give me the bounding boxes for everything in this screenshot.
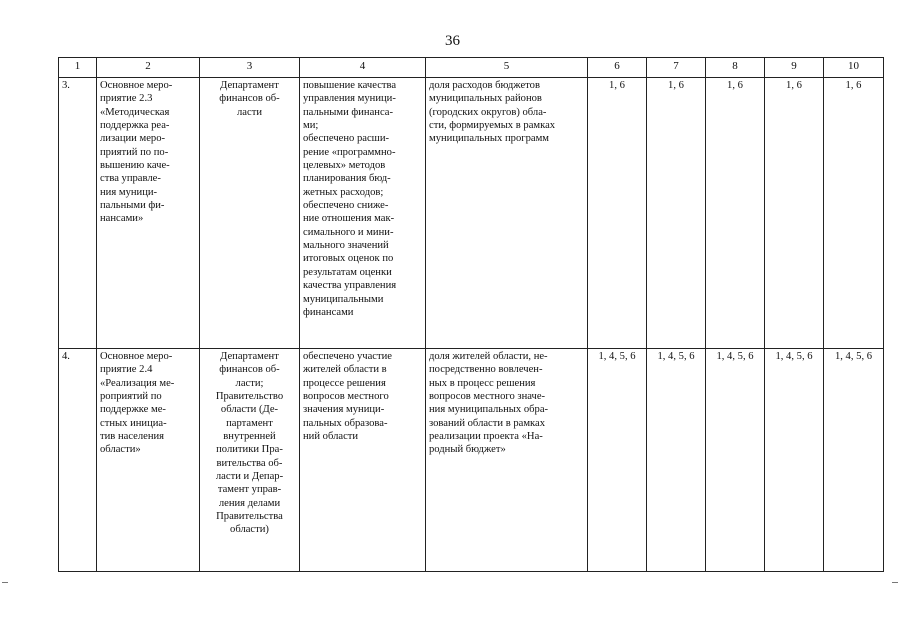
value-col-9: 1, 6 xyxy=(765,78,824,349)
header-cell-10: 10 xyxy=(824,58,884,78)
header-cell-1: 1 xyxy=(59,58,97,78)
value-col-10: 1, 6 xyxy=(824,78,884,349)
value-col-7: 1, 6 xyxy=(647,78,706,349)
value-col-10: 1, 4, 5, 6 xyxy=(824,349,884,572)
program-table xyxy=(58,57,884,572)
header-cell-8: 8 xyxy=(706,58,765,78)
event-name: Основное меро- приятие 2.3 «Методическая поддержка реа- лизации меро- приятий по по- вышению каче- ства управле- ния муници- пальными фи- нансами» xyxy=(97,78,200,349)
page-number: 36 xyxy=(445,33,460,49)
header-cell-5: 5 xyxy=(426,58,588,78)
indicator: доля жителей области, не- посредственно вовлечен- ных в процесс решения вопросов местного значе- ния муниципальных обра- зований области в рамках реализации проекта «На- родный бюджет» xyxy=(426,349,588,572)
header-cell-9: 9 xyxy=(765,58,824,78)
value-col-7: 1, 4, 5, 6 xyxy=(647,349,706,572)
value-col-6: 1, 4, 5, 6 xyxy=(588,349,647,572)
row-number: 4. xyxy=(59,349,97,572)
header-cell-3: 3 xyxy=(200,58,300,78)
value-col-6: 1, 6 xyxy=(588,78,647,349)
scan-mark-left xyxy=(2,582,8,583)
header-cell-4: 4 xyxy=(300,58,426,78)
value-col-9: 1, 4, 5, 6 xyxy=(765,349,824,572)
header-cell-7: 7 xyxy=(647,58,706,78)
table-row xyxy=(59,78,884,349)
header-cell-2: 2 xyxy=(97,58,200,78)
header-cell-6: 6 xyxy=(588,58,647,78)
table-row xyxy=(59,349,884,572)
row-number: 3. xyxy=(59,78,97,349)
indicator: доля расходов бюджетов муниципальных районов (городских округов) обла- сти, формируемых в рамках муниципальных программ xyxy=(426,78,588,349)
expected-result: обеспечено участие жителей области в процессе решения вопросов местного значения муници- пальных образова- ний области xyxy=(300,349,426,572)
event-name: Основное меро- приятие 2.4 «Реализация ме- роприятий по поддержке ме- стных инициа- тив населения области» xyxy=(97,349,200,572)
expected-result: повышение качества управления муници- пальными финанса- ми; обеспечено расши- рение «программно- целевых» методов планирования бюд- жетных расходов; обеспечено сниже- ние отношения мак- симального и мини- мального значений итоговых оценок по результатам оценки качества управления муниципальными финансами xyxy=(300,78,426,349)
scan-mark-right xyxy=(892,582,898,583)
header-row xyxy=(59,58,884,78)
responsible-executor: Департамент финансов об- ласти xyxy=(200,78,300,349)
value-col-8: 1, 6 xyxy=(706,78,765,349)
responsible-executor: Департамент финансов об- ласти; Правительство области (Де- партамент внутренней политики Пра- вительства об- ласти и Депар- тамент управ- ления делами Правительства области) xyxy=(200,349,300,572)
value-col-8: 1, 4, 5, 6 xyxy=(706,349,765,572)
